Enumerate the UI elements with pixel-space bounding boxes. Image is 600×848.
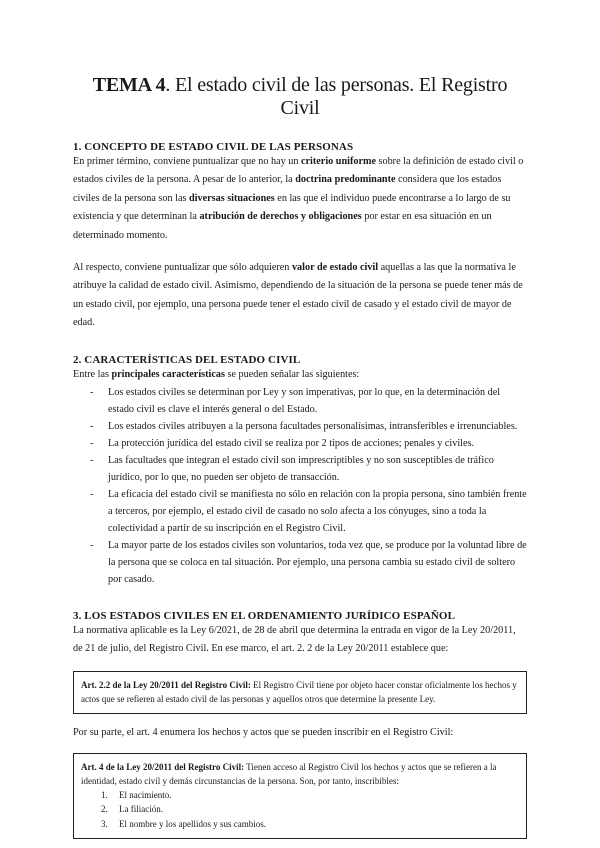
- list-item: - Los estados civiles se determinan por Ley y son imperativas, por lo que, en la determinación del estado civil es clave el interés general o del Estado.: [73, 384, 527, 418]
- list-item: - Los estados civiles atribuyen a la persona facultades personalísimas, intransferibles e irrenunciables.: [73, 418, 527, 435]
- emphasis-text: atribución de derechos y obligaciones: [199, 211, 362, 223]
- emphasis-text: criterio uniforme: [301, 156, 376, 167]
- section-heading: 1. CONCEPTO DE ESTADO CIVIL DE LAS PERSONAS: [73, 141, 354, 153]
- paragraph: [73, 259, 527, 333]
- section-heading: 2. CARACTERÍSTICAS DEL ESTADO CIVIL: [73, 353, 301, 366]
- list-item: [81, 802, 519, 816]
- emphasis-text: principales características: [111, 368, 225, 380]
- item-number: 2.: [101, 804, 108, 815]
- text-run: en las que el individuo puede encontrarse a lo largo de su existencia y que determinan la: [73, 192, 511, 223]
- characteristics-list: [73, 384, 527, 588]
- list-item: - Las facultades que integran el estado civil son imprescriptibles y no son susceptibles de tráfico jurídico, por lo que, no pueden ser objeto de transacción.: [73, 452, 527, 486]
- emphasis-text: diversas situaciones: [189, 192, 275, 204]
- list-item: - La mayor parte de los estados civiles son voluntarios, toda vez que, se produce por la voluntad libre de la persona que se coloca en tal situación. Por ejemplo, una persona cambia su estado civil de soltero por casado.: [73, 537, 527, 588]
- paragraph: La normativa aplicable es la Ley 6/2021, de 28 de abril que determina la entrada en vigor de la Ley 20/2011, de 21 de julio, del Registro Civil. En ese marco, el art. 2. 2 de la Ley 20/2011 establece que:: [73, 625, 516, 655]
- paragraph: Por su parte, el art. 4 enumera los hechos y actos que se pueden inscribir en el Registro Civil:: [73, 727, 454, 739]
- paragraph: [73, 153, 527, 245]
- text-run: por estar en esa situación en un determinado momento.: [73, 211, 492, 241]
- item-text: El nacimiento.: [119, 790, 172, 801]
- item-number: 1.: [101, 790, 108, 801]
- list-item: [81, 817, 519, 831]
- text-run: aquellas a las que la normativa le atribuye la calidad de estado civil. Asimismo, dependiendo de la situación de la persona se puede tener más de un estado civil, por ejemplo, una persona puede tener el estado civil de casado y el estado civil de mayor de edad.: [73, 262, 523, 329]
- page-title: [73, 0, 527, 120]
- quote-label: Art. 4 de la Ley 20/2011 del Registro Civil:: [81, 761, 245, 772]
- list-item: - La protección jurídica del estado civil se realiza por 2 tipos de acciones; penales y civiles.: [73, 435, 527, 452]
- text-run: En primer término, conviene puntualizar que no hay un: [73, 156, 302, 167]
- quote-box-art-2-2: [73, 671, 527, 714]
- section-heading: 3. LOS ESTADOS CIVILES EN EL ORDENAMIENTO JURÍDICO ESPAÑOL: [73, 610, 456, 623]
- title-rest: . El estado civil de las personas. El Registro Civil: [165, 74, 508, 119]
- title-prefix: TEMA 4: [92, 74, 166, 96]
- emphasis-text: doctrina predominante: [295, 174, 396, 186]
- text-run: Al respecto, conviene puntualizar que sólo adquieren: [73, 262, 292, 274]
- quote-box-art-4: [73, 753, 527, 839]
- section-ordenamiento: [73, 610, 527, 839]
- item-text: La filiación.: [119, 804, 163, 815]
- text-run: sobre la definición de estado civil o estados civiles de la persona. A pesar de lo anterior, la: [73, 156, 524, 186]
- paragraph: [73, 366, 527, 384]
- quote-text: Tienen acceso al Registro Civil los hechos y actos que se refieren a la identidad, estado civil y demás circunstancias de la persona. Son, por tanto, inscribibles:: [81, 761, 497, 786]
- list-item: [81, 788, 519, 802]
- emphasis-text: valor de estado civil: [291, 262, 379, 274]
- inscribible-list: [81, 788, 519, 831]
- item-number: 3.: [101, 818, 108, 829]
- quote-text: El Registro Civil tiene por objeto hacer constar oficialmente los hechos y actos que se refieren al estado civil de las personas y aquellos otros que determine la presente Ley.: [81, 679, 517, 705]
- item-text: El nombre y los apellidos y sus cambios.: [119, 818, 266, 829]
- list-item: - La eficacia del estado civil se manifiesta no sólo en relación con la propia persona, sino también frente a terceros, por ejemplo, el estado civil de casado no solo afecta a los cónyuges, sino a toda la colectividad a partir de su inscripción en el Registro Civil.: [73, 486, 527, 537]
- section-caracteristicas: [73, 354, 527, 588]
- text-run: considera que los estados civiles de la persona son las: [73, 174, 502, 204]
- section-concepto: [73, 141, 527, 333]
- text-run: se pueden señalar las siguientes:: [224, 368, 360, 380]
- quote-label: Art. 2.2 de la Ley 20/2011 del Registro Civil:: [81, 679, 251, 690]
- text-run: Entre las: [73, 368, 112, 380]
